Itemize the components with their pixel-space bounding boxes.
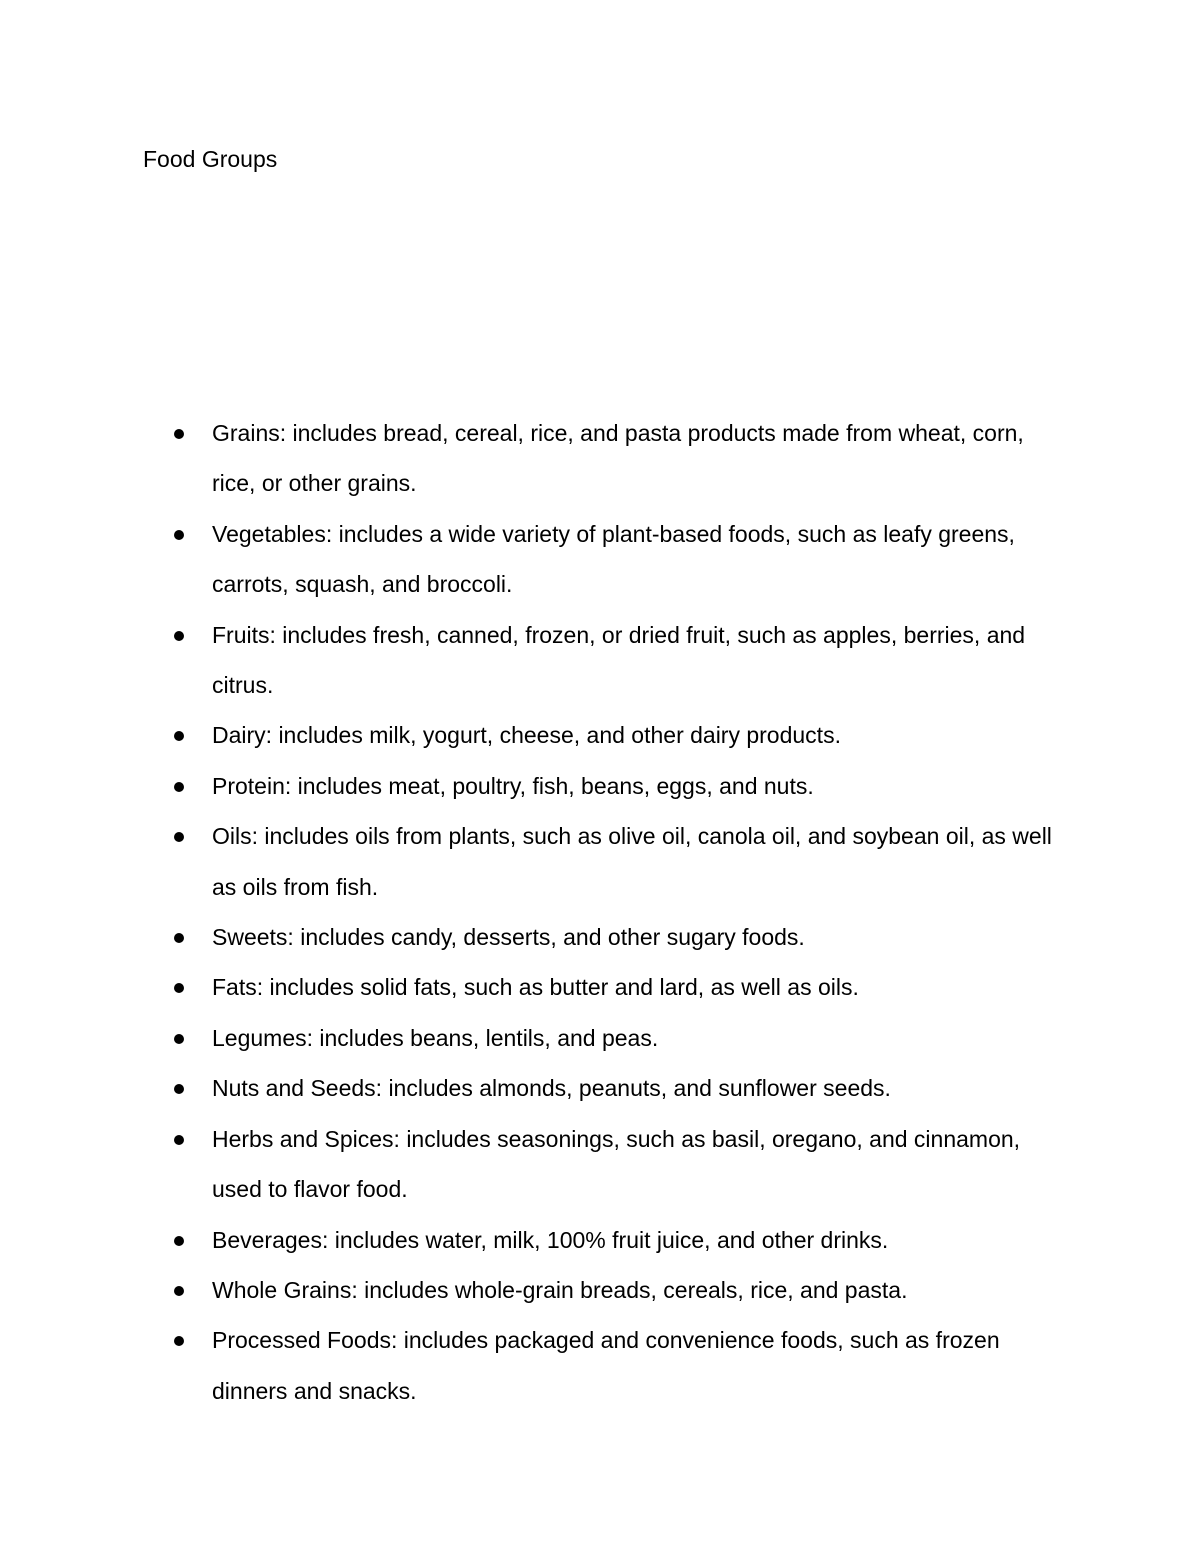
bullet-icon (174, 1286, 184, 1296)
list-item (0, 1215, 1072, 1265)
bullet-icon (174, 933, 184, 943)
list-item (0, 710, 1072, 760)
list-item (0, 761, 1072, 811)
list-item (0, 509, 1072, 610)
list-item (0, 1114, 1072, 1215)
list-item-text: Vegetables: includes a wide variety of plant-based foods, such as leafy greens, carrots, squash, and broccoli. (212, 520, 1015, 598)
bullet-icon (174, 429, 184, 439)
list-item-text: Oils: includes oils from plants, such as olive oil, canola oil, and soybean oil, as well as oils from fish. (212, 823, 1052, 900)
list-item-text: Herbs and Spices: includes seasonings, such as basil, oregano, and cinnamon, used to flavor food. (212, 1125, 1021, 1203)
bullet-icon (174, 731, 184, 741)
list-item (0, 1265, 1072, 1315)
list-item-text: Dairy: includes milk, yogurt, cheese, and other dairy products. (212, 722, 841, 749)
list-item (0, 811, 1072, 912)
list-item (0, 1013, 1072, 1063)
list-item-text: Sweets: includes candy, desserts, and other sugary foods. (212, 924, 805, 951)
list-item-text: Whole Grains: includes whole-grain breads, cereals, rice, and pasta. (212, 1276, 908, 1303)
bullet-icon (174, 631, 184, 641)
bullet-icon (174, 782, 184, 792)
list-item (0, 1315, 1072, 1416)
food-groups-list (0, 408, 1200, 1416)
list-item (0, 1063, 1072, 1113)
list-item (0, 962, 1072, 1012)
list-item-text: Legumes: includes beans, lentils, and peas. (212, 1024, 659, 1051)
page-title: Food Groups (143, 146, 278, 172)
bullet-icon (174, 1135, 184, 1145)
list-item-text: Fats: includes solid fats, such as butter and lard, as well as oils. (212, 974, 859, 1001)
list-item-text: Beverages: includes water, milk, 100% fruit juice, and other drinks. (212, 1226, 889, 1253)
bullet-icon (174, 1336, 184, 1346)
list-item-text: Protein: includes meat, poultry, fish, beans, eggs, and nuts. (212, 772, 814, 799)
list-item (0, 610, 1072, 711)
list-item-text: Processed Foods: includes packaged and convenience foods, such as frozen dinners and snacks. (212, 1327, 1000, 1404)
list-item (0, 408, 1072, 509)
bullet-icon (174, 1236, 184, 1246)
list-item-text: Fruits: includes fresh, canned, frozen, or dried fruit, such as apples, berries, and citrus. (212, 621, 1026, 699)
bullet-icon (174, 832, 184, 842)
list-item-text: Nuts and Seeds: includes almonds, peanuts, and sunflower seeds. (212, 1075, 891, 1102)
bullet-icon (174, 983, 184, 993)
bullet-icon (174, 1084, 184, 1094)
list-item-text: Grains: includes bread, cereal, rice, and pasta products made from wheat, corn, rice, or other grains. (212, 420, 1024, 497)
bullet-icon (174, 1034, 184, 1044)
bullet-icon (174, 530, 184, 540)
list-item (0, 912, 1072, 962)
